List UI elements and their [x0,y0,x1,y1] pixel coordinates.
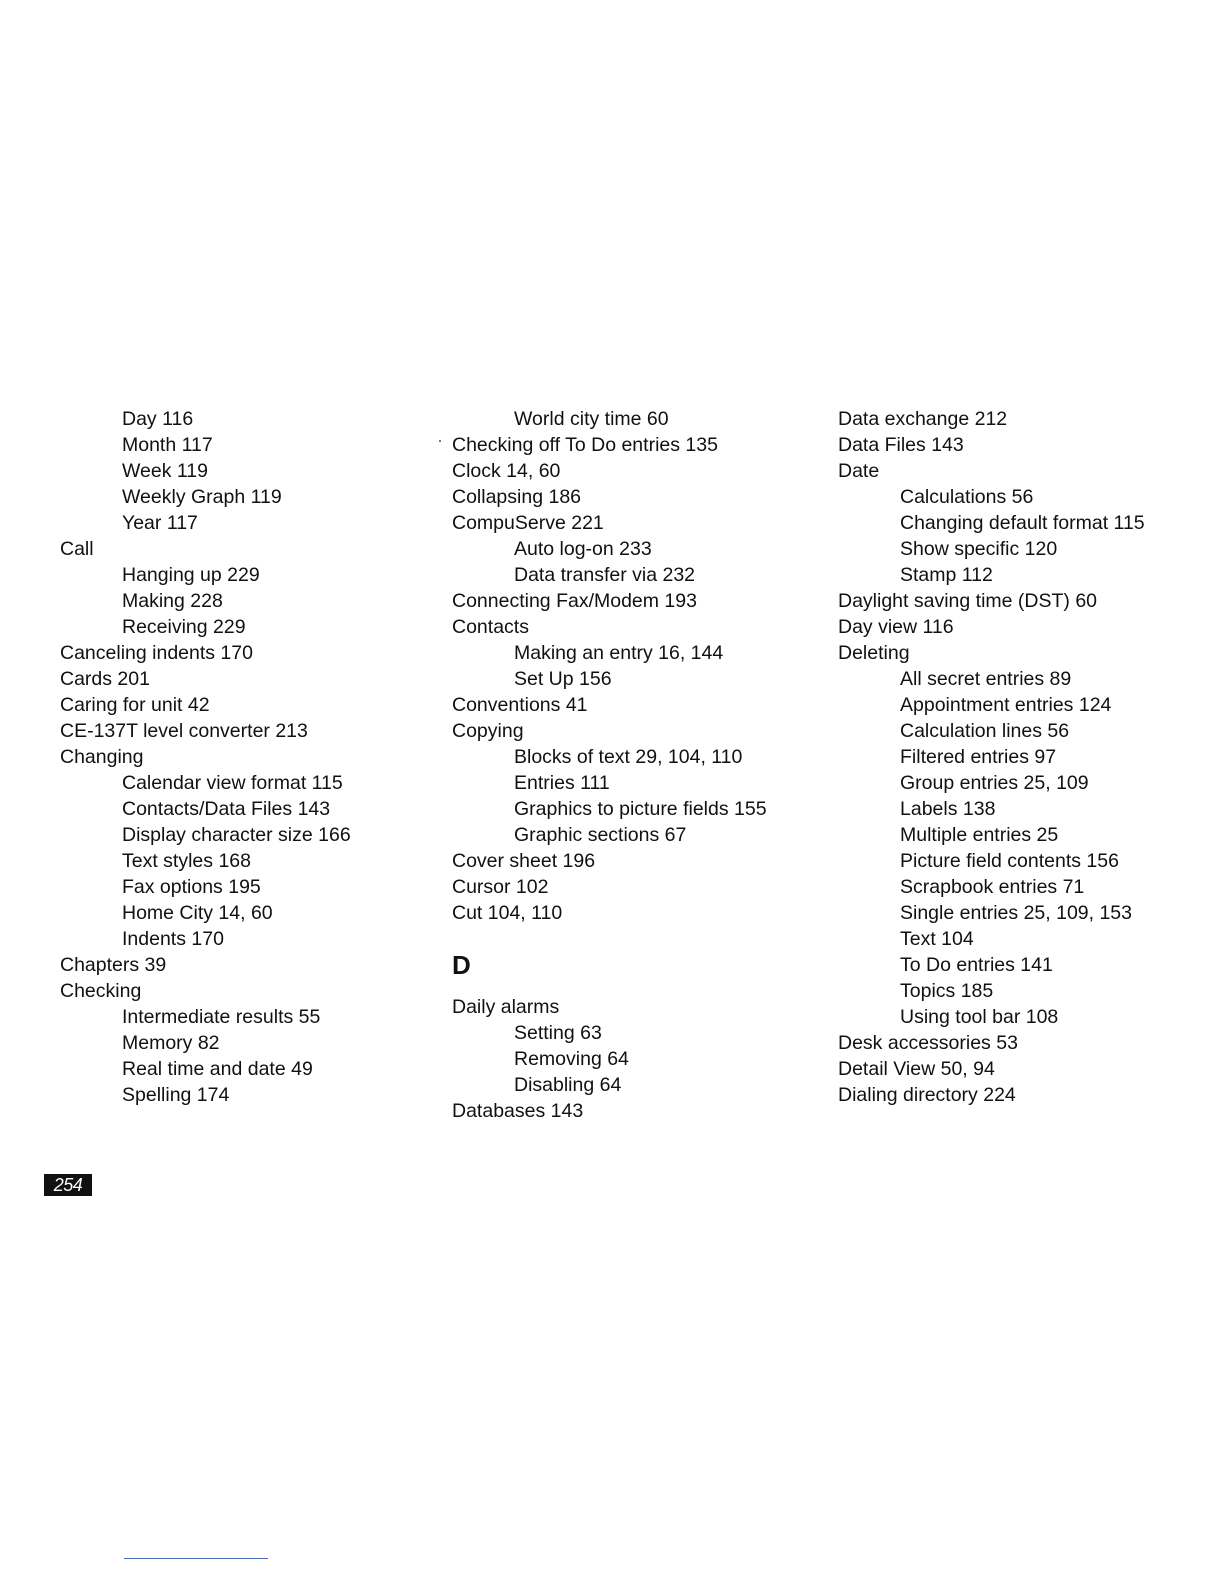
index-subentry: Contacts/Data Files 143 [122,798,331,820]
index-entry: Cursor 102 [452,876,549,898]
index-entry: Contacts [452,616,529,638]
index-subentry: Scrapbook entries 71 [900,876,1085,898]
index-entry: Dialing directory 224 [838,1084,1016,1106]
index-entry: Canceling indents 170 [60,642,253,664]
index-subentry: Appointment entries 124 [900,694,1112,716]
index-entry: Data Files 143 [838,434,964,456]
scan-speck [439,440,441,442]
index-subentry: Month 117 [122,434,213,456]
index-subentry: Setting 63 [514,1022,602,1044]
index-entry: Conventions 41 [452,694,588,716]
index-entry: Connecting Fax/Modem 193 [452,590,697,612]
index-subentry: Spelling 174 [122,1084,230,1106]
index-column-1 [60,406,440,1108]
index-subentry: Calendar view format 115 [122,772,343,794]
index-entry: Date [838,460,880,482]
index-subentry: Multiple entries 25 [900,824,1059,846]
index-entry: Cover sheet 196 [452,850,596,872]
index-subentry: Graphic sections 67 [514,824,687,846]
index-subentry: Intermediate results 55 [122,1006,321,1028]
index-entry: Chapters 39 [60,954,167,976]
index-subentry: Receiving 229 [122,616,246,638]
index-subentry: Display character size 166 [122,824,351,846]
index-entry: Copying [452,720,524,742]
index-subentry: Hanging up 229 [122,564,260,586]
index-entry: CompuServe 221 [452,512,604,534]
index-subentry: Graphics to picture fields 155 [514,798,767,820]
index-subentry: Indents 170 [122,928,224,950]
index-subentry: Data transfer via 232 [514,564,696,586]
index-subentry: Group entries 25, 109 [900,772,1089,794]
index-subentry: Show specific 120 [900,538,1058,560]
index-subentry: All secret entries 89 [900,668,1072,690]
index-entry: Changing [60,746,144,768]
index-entry: Checking off To Do entries 135 [452,434,718,456]
index-entry: Call [60,538,94,560]
index-subentry: Calculation lines 56 [900,720,1070,742]
index-subentry: Disabling 64 [514,1074,622,1096]
index-entry: Detail View 50, 94 [838,1058,995,1080]
index-subentry: Text 104 [900,928,974,950]
index-subentry: Labels 138 [900,798,996,820]
footer-rule [124,1558,268,1559]
index-subentry: Entries 111 [514,772,610,794]
page-number: 254 [44,1174,92,1196]
index-subentry: Making an entry 16, 144 [514,642,724,664]
index-entry: Caring for unit 42 [60,694,210,716]
index-subentry: World city time 60 [514,408,669,430]
index-entry: Daylight saving time (DST) 60 [838,590,1098,612]
index-subentry: Using tool bar 108 [900,1006,1059,1028]
index-entry: Deleting [838,642,910,664]
index-subentry: Day 116 [122,408,194,430]
index-entry: Daily alarms [452,996,560,1018]
index-subentry: Blocks of text 29, 104, 110 [514,746,743,768]
index-column-2 [452,406,832,1124]
index-subentry: Filtered entries 97 [900,746,1057,768]
index-subentry: Real time and date 49 [122,1058,313,1080]
index-entry: Collapsing 186 [452,486,582,508]
index-subentry: Text styles 168 [122,850,251,872]
index-entry: Cards 201 [60,668,150,690]
index-entry: Checking [60,980,142,1002]
index-entry: CE-137T level converter 213 [60,720,308,742]
index-subentry: Fax options 195 [122,876,261,898]
index-subentry: Changing default format 115 [900,512,1145,534]
index-entry: Databases 143 [452,1100,584,1122]
index-entry: Desk accessories 53 [838,1032,1018,1054]
index-subentry: Making 228 [122,590,223,612]
index-subentry: Picture field contents 156 [900,850,1119,872]
index-subentry: Stamp 112 [900,564,993,586]
index-subentry: Topics 185 [900,980,994,1002]
index-subentry: Auto log-on 233 [514,538,652,560]
index-subentry: Weekly Graph 119 [122,486,282,508]
index-entry: Cut 104, 110 [452,902,563,924]
index-subentry: Year 117 [122,512,198,534]
index-subentry: Week 119 [122,460,208,482]
index-subentry: Calculations 56 [900,486,1034,508]
index-subentry: Removing 64 [514,1048,629,1070]
index-subentry: To Do entries 141 [900,954,1053,976]
index-subentry: Home City 14, 60 [122,902,273,924]
section-letter: D [452,950,471,980]
index-subentry: Single entries 25, 109, 153 [900,902,1133,924]
index-entry: Clock 14, 60 [452,460,561,482]
index-entry: Data exchange 212 [838,408,1008,430]
index-subentry: Memory 82 [122,1032,220,1054]
index-entry: Day view 116 [838,616,954,638]
index-column-3 [838,406,1218,1108]
index-subentry: Set Up 156 [514,668,612,690]
